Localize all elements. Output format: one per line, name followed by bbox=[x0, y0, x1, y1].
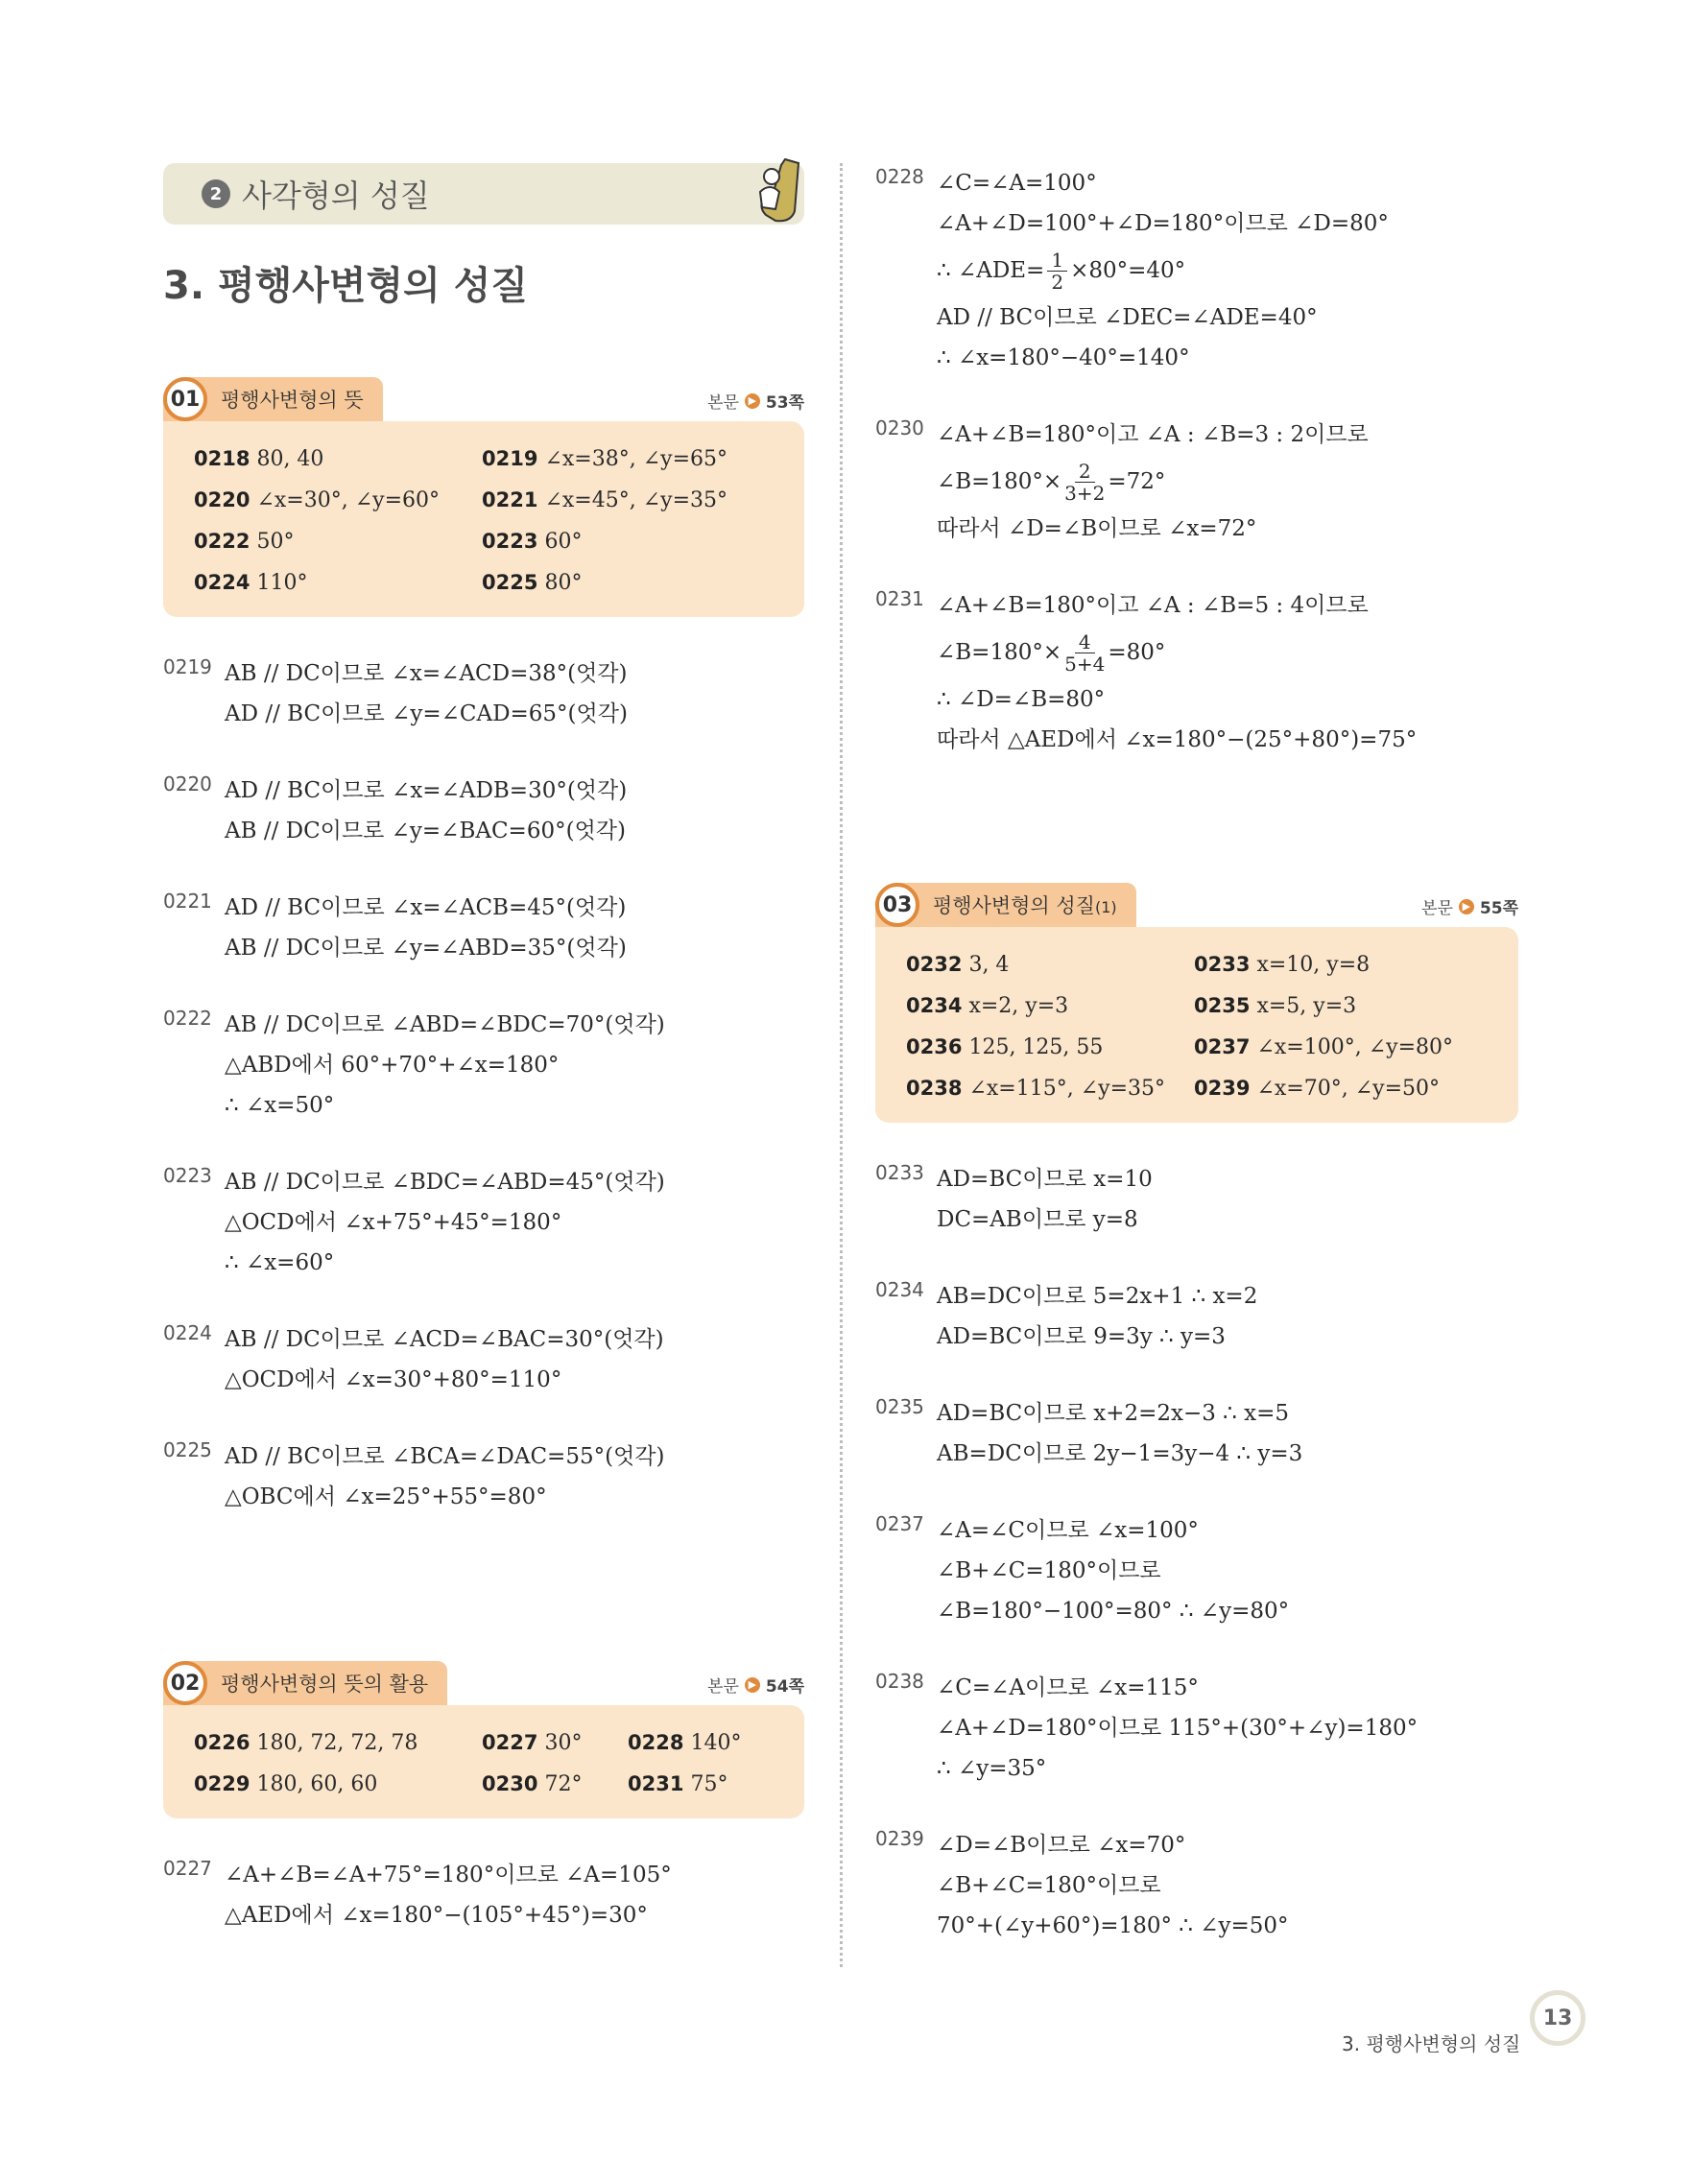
answer-item bbox=[1194, 989, 1490, 1023]
answer-code: 0233 bbox=[1194, 953, 1251, 976]
solution-0235 bbox=[875, 1393, 1518, 1474]
solution-line: ∠A+∠D=100°+∠D=180°이므로 ∠D=80° bbox=[937, 211, 1389, 236]
section-title-sub: (1) bbox=[1094, 898, 1117, 916]
solution-line: ∴ ∠x=60° bbox=[225, 1250, 335, 1275]
solution-0221 bbox=[163, 888, 804, 968]
answer-item bbox=[482, 1726, 628, 1760]
solution-line: AD // BC이므로 ∠x=∠ACB=45°(엇각) bbox=[225, 895, 627, 920]
answer-text: 80° bbox=[544, 571, 583, 595]
answer-text: x=2, y=3 bbox=[968, 994, 1069, 1018]
answer-code: 0237 bbox=[1194, 1035, 1251, 1058]
solution-0222 bbox=[163, 1005, 804, 1126]
answer-code: 0238 bbox=[906, 1077, 963, 1100]
solution-code: 0238 bbox=[875, 1670, 924, 1693]
solution-line: AB // DC이므로 ∠ACD=∠BAC=30°(엇각) bbox=[225, 1327, 664, 1352]
solution-line: ∠A+∠B=180°이고 ∠A : ∠B=5 : 4이므로 bbox=[937, 593, 1369, 618]
answer-code: 0235 bbox=[1194, 994, 1251, 1017]
section-number: 01 bbox=[163, 377, 207, 421]
answer-code: 0224 bbox=[194, 571, 250, 594]
answer-code: 0234 bbox=[906, 994, 963, 1017]
chapter-number: 2 bbox=[202, 179, 230, 208]
solution-0233 bbox=[875, 1159, 1518, 1240]
solution-line: AD=BC이므로 x=10 bbox=[937, 1167, 1153, 1192]
fraction-suffix: =80° bbox=[1108, 640, 1166, 665]
fraction bbox=[1064, 461, 1105, 504]
solution-0223 bbox=[163, 1162, 804, 1283]
solution-0225 bbox=[163, 1436, 804, 1517]
answer-text: ∠x=38°, ∠y=65° bbox=[544, 447, 727, 471]
right-column bbox=[875, 163, 1518, 1946]
solution-0239 bbox=[875, 1825, 1518, 1946]
solution-line: AD // BC이므로 ∠BCA=∠DAC=55°(엇각) bbox=[225, 1444, 665, 1469]
answer-text: ∠x=115°, ∠y=35° bbox=[968, 1077, 1165, 1101]
section-tab bbox=[163, 1661, 447, 1705]
solution-0227 bbox=[163, 1855, 804, 1935]
answer-item bbox=[906, 1072, 1194, 1105]
fraction-prefix: ∴ ∠ADE= bbox=[937, 258, 1045, 283]
answer-code: 0220 bbox=[194, 488, 250, 511]
arrow-icon: ▶ bbox=[745, 1677, 760, 1693]
solution-0234 bbox=[875, 1276, 1518, 1357]
section-01-header bbox=[163, 377, 804, 421]
solution-line: AD=BC이므로 x+2=2x−3 ∴ x=5 bbox=[937, 1401, 1290, 1426]
solution-code: 0222 bbox=[163, 1007, 212, 1030]
answer-code: 0239 bbox=[1194, 1077, 1251, 1100]
answer-text: ∠x=100°, ∠y=80° bbox=[1256, 1035, 1453, 1059]
answer-text: ∠x=70°, ∠y=50° bbox=[1256, 1077, 1440, 1101]
solution-code: 0220 bbox=[163, 772, 212, 795]
arrow-icon: ▶ bbox=[1459, 899, 1474, 914]
section-03-header bbox=[875, 883, 1518, 927]
solution-line: AD // BC이므로 ∠DEC=∠ADE=40° bbox=[937, 305, 1318, 330]
numerator: 2 bbox=[1075, 461, 1095, 483]
section-02-header bbox=[163, 1661, 804, 1705]
answer-item bbox=[194, 1726, 482, 1760]
solution-0231 bbox=[875, 585, 1518, 760]
answer-item bbox=[194, 1768, 482, 1801]
solution-line: AD // BC이므로 ∠x=∠ADB=30°(엇각) bbox=[225, 778, 628, 803]
solution-line: AB // DC이므로 ∠ABD=∠BDC=70°(엇각) bbox=[225, 1012, 665, 1037]
solution-0219 bbox=[163, 653, 804, 734]
numerator: 1 bbox=[1047, 249, 1067, 272]
chapter-bar bbox=[163, 163, 804, 225]
character-icon bbox=[747, 154, 808, 226]
answer-text: x=10, y=8 bbox=[1256, 953, 1371, 977]
solution-line: AB // DC이므로 ∠y=∠BAC=60°(엇각) bbox=[225, 819, 626, 843]
fraction-line bbox=[937, 244, 1518, 297]
answer-item bbox=[906, 989, 1194, 1023]
solution-line: ∠A+∠D=180°이므로 115°+(30°+∠y)=180° bbox=[937, 1716, 1419, 1741]
solution-line: ∠A=∠C이므로 ∠x=100° bbox=[937, 1518, 1199, 1543]
denominator: 3+2 bbox=[1064, 481, 1106, 505]
fraction-suffix: ×80°=40° bbox=[1070, 258, 1186, 283]
answer-item bbox=[1194, 948, 1490, 982]
fraction-prefix: ∠B=180°× bbox=[937, 640, 1062, 665]
solution-line: ∠A+∠B=∠A+75°=180°이므로 ∠A=105° bbox=[225, 1863, 672, 1887]
answer-item bbox=[482, 566, 775, 600]
fraction-line bbox=[937, 626, 1518, 679]
solution-code: 0235 bbox=[875, 1395, 924, 1418]
solution-line: ∠B+∠C=180°이므로 bbox=[937, 1873, 1161, 1898]
solution-line: 70°+(∠y+60°)=180° ∴ ∠y=50° bbox=[937, 1913, 1289, 1938]
solution-line: DC=AB이므로 y=8 bbox=[937, 1207, 1138, 1232]
solution-line: AB // DC이므로 ∠y=∠ABD=35°(엇각) bbox=[225, 936, 627, 961]
answer-code: 0232 bbox=[906, 953, 963, 976]
section-number: 03 bbox=[875, 883, 919, 927]
reference-label: 본문 bbox=[707, 393, 739, 413]
solution-code: 0224 bbox=[163, 1321, 212, 1344]
answer-text: 180, 60, 60 bbox=[256, 1772, 378, 1796]
answer-text: ∠x=30°, ∠y=60° bbox=[256, 488, 440, 512]
solution-line: △OCD에서 ∠x+75°+45°=180° bbox=[225, 1210, 562, 1235]
solution-line: ∴ ∠x=180°−40°=140° bbox=[937, 345, 1190, 370]
answer-code: 0222 bbox=[194, 530, 250, 553]
solution-code: 0225 bbox=[163, 1438, 212, 1461]
answer-item bbox=[482, 525, 775, 558]
solution-line: ∴ ∠x=50° bbox=[225, 1093, 335, 1118]
arrow-icon: ▶ bbox=[745, 393, 760, 409]
solution-code: 0223 bbox=[163, 1164, 212, 1187]
page-reference bbox=[707, 1673, 804, 1697]
answer-item bbox=[906, 948, 1194, 982]
reference-label: 본문 bbox=[707, 1677, 739, 1697]
answer-code: 0221 bbox=[482, 488, 538, 511]
answer-code: 0226 bbox=[194, 1731, 250, 1754]
solution-line: AB // DC이므로 ∠BDC=∠ABD=45°(엇각) bbox=[225, 1170, 665, 1195]
answer-item bbox=[194, 566, 482, 600]
footer-section-title: 3. 평행사변형의 성질 bbox=[1342, 2032, 1521, 2055]
answer-code: 0223 bbox=[482, 530, 538, 553]
solution-code: 0234 bbox=[875, 1278, 924, 1301]
answer-text: 60° bbox=[544, 530, 583, 554]
solution-line: ∴ ∠y=35° bbox=[937, 1756, 1047, 1781]
answer-item bbox=[628, 1768, 775, 1801]
solution-line: AD=BC이므로 9=3y ∴ y=3 bbox=[937, 1324, 1226, 1349]
answer-code: 0236 bbox=[906, 1035, 963, 1058]
solution-line: △OCD에서 ∠x=30°+80°=110° bbox=[225, 1367, 562, 1392]
solution-line: ∠C=∠A=100° bbox=[937, 171, 1097, 196]
section-02-answers bbox=[163, 1705, 804, 1818]
answer-text: 80, 40 bbox=[256, 447, 324, 471]
answer-text: 72° bbox=[544, 1772, 583, 1796]
solution-line: 따라서 ∠D=∠B이므로 ∠x=72° bbox=[937, 516, 1257, 541]
reference-page: 53쪽 bbox=[765, 393, 804, 413]
section-title bbox=[933, 890, 1117, 919]
page-reference bbox=[1421, 894, 1518, 918]
answer-text: 75° bbox=[690, 1772, 728, 1796]
answer-item bbox=[482, 442, 775, 476]
answer-item bbox=[194, 484, 482, 517]
section-03-answers bbox=[875, 927, 1518, 1123]
left-column bbox=[163, 163, 804, 1935]
section-tab bbox=[163, 377, 383, 421]
solution-line: △AED에서 ∠x=180°−(105°+45°)=30° bbox=[225, 1903, 648, 1928]
answer-code: 0227 bbox=[482, 1731, 538, 1754]
answer-text: 140° bbox=[690, 1731, 742, 1755]
answer-code: 0231 bbox=[628, 1772, 684, 1795]
solution-code: 0228 bbox=[875, 165, 924, 188]
answer-text: ∠x=45°, ∠y=35° bbox=[544, 488, 727, 512]
answer-text: 125, 125, 55 bbox=[968, 1035, 1104, 1059]
solution-code: 0237 bbox=[875, 1512, 924, 1535]
solution-line: ∠B=180°−100°=80° ∴ ∠y=80° bbox=[937, 1599, 1290, 1624]
answer-item bbox=[194, 442, 482, 476]
section-01-answers bbox=[163, 421, 804, 617]
solution-0237 bbox=[875, 1510, 1518, 1631]
denominator: 5+4 bbox=[1064, 652, 1106, 676]
answer-code: 0230 bbox=[482, 1772, 538, 1795]
solution-line: ∴ ∠D=∠B=80° bbox=[937, 687, 1106, 712]
answer-item bbox=[628, 1726, 775, 1760]
answer-text: 50° bbox=[256, 530, 295, 554]
section-title: 평행사변형의 뜻의 활용 bbox=[221, 1673, 429, 1696]
answer-text: 180, 72, 72, 78 bbox=[256, 1731, 418, 1755]
solution-0224 bbox=[163, 1319, 804, 1400]
solution-0220 bbox=[163, 771, 804, 851]
reference-page: 55쪽 bbox=[1479, 899, 1518, 918]
answer-text: 3, 4 bbox=[968, 953, 1010, 977]
solution-line: ∠D=∠B이므로 ∠x=70° bbox=[937, 1833, 1186, 1858]
solution-line: 따라서 △AED에서 ∠x=180°−(25°+80°)=75° bbox=[937, 727, 1418, 752]
answer-item bbox=[482, 484, 775, 517]
section-number: 02 bbox=[163, 1661, 207, 1705]
solution-0228 bbox=[875, 163, 1518, 378]
solution-line: AB=DC이므로 5=2x+1 ∴ x=2 bbox=[937, 1284, 1258, 1309]
solution-code: 0227 bbox=[163, 1857, 212, 1880]
answer-item bbox=[906, 1031, 1194, 1064]
answer-code: 0228 bbox=[628, 1731, 684, 1754]
section-title-text: 평행사변형의 성질 bbox=[933, 894, 1095, 917]
answer-item bbox=[482, 1768, 628, 1801]
fraction bbox=[1047, 249, 1067, 293]
chapter-title: 사각형의 성질 bbox=[242, 178, 430, 214]
reference-label: 본문 bbox=[1421, 899, 1453, 918]
section-title: 평행사변형의 뜻 bbox=[221, 389, 364, 412]
solution-line: AB=DC이므로 2y−1=3y−4 ∴ y=3 bbox=[937, 1441, 1303, 1466]
solution-line: △ABD에서 60°+70°+∠x=180° bbox=[225, 1053, 560, 1078]
answer-code: 0219 bbox=[482, 447, 538, 470]
answer-text: 110° bbox=[256, 571, 308, 595]
answer-code: 0225 bbox=[482, 571, 538, 594]
section-tab bbox=[875, 883, 1136, 927]
fraction bbox=[1064, 631, 1105, 675]
numerator: 4 bbox=[1075, 631, 1095, 653]
answer-text: x=5, y=3 bbox=[1256, 994, 1357, 1018]
solution-code: 0231 bbox=[875, 587, 924, 610]
solution-0238 bbox=[875, 1668, 1518, 1789]
fraction-prefix: ∠B=180°× bbox=[937, 469, 1062, 494]
answer-text: 30° bbox=[544, 1731, 583, 1755]
solution-0230 bbox=[875, 415, 1518, 549]
solution-code: 0230 bbox=[875, 416, 924, 439]
answer-item bbox=[194, 525, 482, 558]
solution-line: AD // BC이므로 ∠y=∠CAD=65°(엇각) bbox=[225, 701, 628, 726]
page-reference bbox=[707, 389, 804, 413]
solution-line: AB // DC이므로 ∠x=∠ACD=38°(엇각) bbox=[225, 661, 628, 686]
solution-line: △OBC에서 ∠x=25°+55°=80° bbox=[225, 1484, 547, 1509]
solution-code: 0219 bbox=[163, 655, 212, 678]
answer-item bbox=[1194, 1031, 1490, 1064]
solution-code: 0233 bbox=[875, 1161, 924, 1184]
column-divider bbox=[840, 163, 843, 1967]
solution-line: ∠B+∠C=180°이므로 bbox=[937, 1558, 1161, 1583]
fraction-suffix: =72° bbox=[1108, 469, 1166, 494]
answer-item bbox=[1194, 1072, 1490, 1105]
main-title: 3. 평행사변형의 성질 bbox=[163, 264, 528, 308]
solution-code: 0239 bbox=[875, 1827, 924, 1850]
solution-line: ∠C=∠A이므로 ∠x=115° bbox=[937, 1675, 1199, 1700]
page-number: 13 bbox=[1530, 1990, 1586, 2046]
solution-code: 0221 bbox=[163, 890, 212, 913]
denominator: 2 bbox=[1051, 270, 1064, 294]
reference-page: 54쪽 bbox=[765, 1677, 804, 1697]
answer-code: 0218 bbox=[194, 447, 250, 470]
answer-code: 0229 bbox=[194, 1772, 250, 1795]
solution-line: ∠A+∠B=180°이고 ∠A : ∠B=3 : 2이므로 bbox=[937, 422, 1369, 447]
fraction-line bbox=[937, 455, 1518, 509]
